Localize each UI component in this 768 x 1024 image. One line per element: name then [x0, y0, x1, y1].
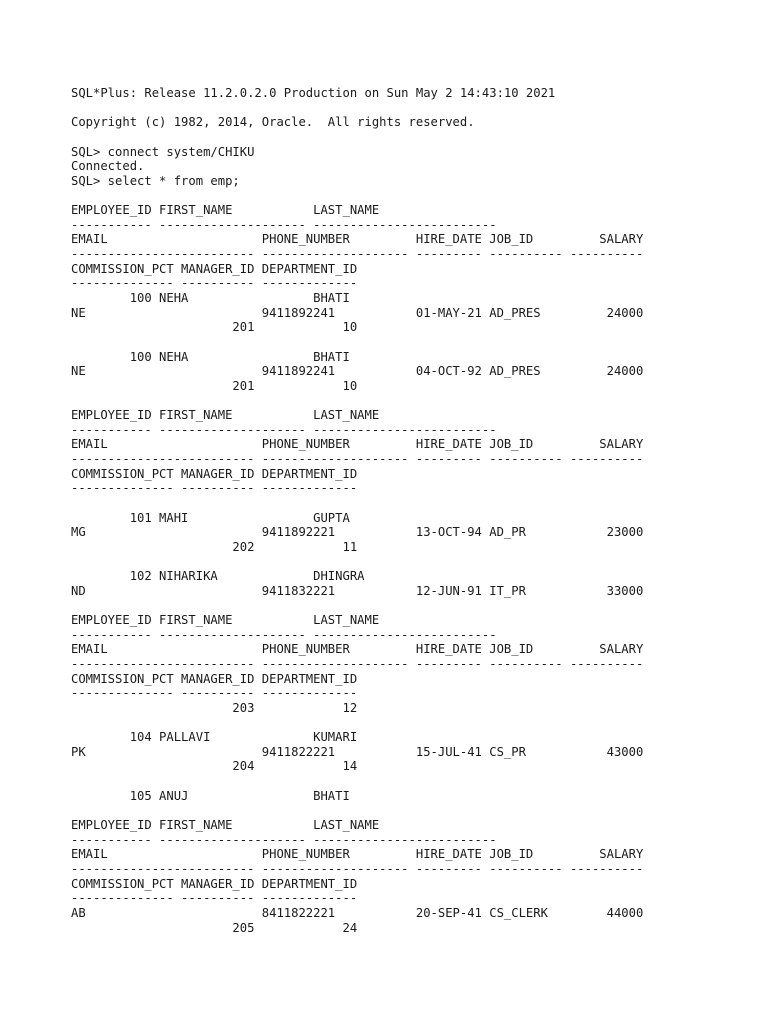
- console-line: EMPLOYEE_ID FIRST_NAME LAST_NAME: [71, 408, 380, 423]
- console-line: 101 MAHI GUPTA: [71, 510, 350, 525]
- console-line: [71, 496, 643, 511]
- console-line: 100 NEHA BHATI: [71, 290, 350, 305]
- sqlplus-console-output: [71, 86, 643, 935]
- console-line: [71, 130, 643, 145]
- console-line: 202 11: [71, 539, 358, 554]
- console-line: 104 PALLAVI KUMARI: [71, 730, 358, 745]
- console-line: Connected.: [71, 159, 145, 174]
- console-line: ND 9411832221 12-JUN-91 IT_PR 33000: [71, 583, 644, 598]
- console-line: SQL> select * from emp;: [71, 173, 240, 188]
- console-line: COMMISSION_PCT MANAGER_ID DEPARTMENT_ID: [71, 466, 358, 481]
- console-line: SQL*Plus: Release 11.2.0.2.0 Production on Sun May 2 14:43:10 2021: [71, 86, 556, 100]
- console-line: EMAIL PHONE_NUMBER HIRE_DATE JOB_ID SALARY: [71, 642, 644, 657]
- console-line: 201 10: [71, 320, 358, 335]
- console-line: ------------------------- -------------------- --------- ---------- ----------: [71, 452, 644, 467]
- console-line: ----------- -------------------- -------------------------: [71, 422, 497, 437]
- console-line: EMAIL PHONE_NUMBER HIRE_DATE JOB_ID SALARY: [71, 232, 644, 247]
- console-line: ----------- -------------------- -------------------------: [71, 217, 497, 232]
- console-line: -------------- ---------- -------------: [71, 276, 358, 291]
- console-line: 105 ANUJ BHATI: [71, 788, 350, 803]
- console-line: EMPLOYEE_ID FIRST_NAME LAST_NAME: [71, 203, 380, 218]
- console-line: ----------- -------------------- -------------------------: [71, 627, 497, 642]
- console-line: -------------- ---------- -------------: [71, 891, 358, 906]
- console-line: 102 NIHARIKA DHINGRA: [71, 569, 365, 584]
- console-line: [71, 393, 643, 408]
- console-line: [71, 803, 643, 818]
- console-line: COMMISSION_PCT MANAGER_ID DEPARTMENT_ID: [71, 261, 358, 276]
- console-line: PK 9411822221 15-JUL-41 CS_PR 43000: [71, 744, 644, 759]
- console-line: 203 12: [71, 700, 358, 715]
- console-line: EMAIL PHONE_NUMBER HIRE_DATE JOB_ID SALARY: [71, 847, 644, 862]
- console-line: NE 9411892241 04-OCT-92 AD_PRES 24000: [71, 364, 644, 379]
- console-line: ------------------------- -------------------- --------- ---------- ----------: [71, 247, 644, 262]
- console-line: [71, 555, 643, 570]
- console-line: MG 9411892221 13-OCT-94 AD_PR 23000: [71, 525, 644, 540]
- console-line: EMAIL PHONE_NUMBER HIRE_DATE JOB_ID SALARY: [71, 437, 644, 452]
- console-line: [71, 774, 643, 789]
- console-line: [71, 716, 643, 731]
- console-line: AB 8411822221 20-SEP-41 CS_CLERK 44000: [71, 905, 644, 920]
- console-line: [71, 598, 643, 613]
- console-line: 201 10: [71, 378, 358, 393]
- console-line: 204 14: [71, 759, 358, 774]
- console-line: ----------- -------------------- -------------------------: [71, 832, 497, 847]
- console-line: EMPLOYEE_ID FIRST_NAME LAST_NAME: [71, 613, 380, 628]
- console-line: -------------- ---------- -------------: [71, 686, 358, 701]
- console-line: SQL> connect system/CHIKU: [71, 144, 255, 159]
- console-line: Copyright (c) 1982, 2014, Oracle. All rights reserved.: [71, 115, 475, 130]
- console-line: ------------------------- -------------------- --------- ---------- ----------: [71, 861, 644, 876]
- console-line: [71, 335, 643, 350]
- console-line: [71, 188, 643, 203]
- console-line: 100 NEHA BHATI: [71, 349, 350, 364]
- console-line: EMPLOYEE_ID FIRST_NAME LAST_NAME: [71, 818, 380, 833]
- console-line: COMMISSION_PCT MANAGER_ID DEPARTMENT_ID: [71, 671, 358, 686]
- console-line: 205 24: [71, 920, 358, 935]
- console-line: COMMISSION_PCT MANAGER_ID DEPARTMENT_ID: [71, 876, 358, 891]
- console-line: NE 9411892241 01-MAY-21 AD_PRES 24000: [71, 305, 644, 320]
- console-line: ------------------------- -------------------- --------- ---------- ----------: [71, 656, 644, 671]
- console-line: [71, 101, 643, 116]
- console-line: -------------- ---------- -------------: [71, 481, 358, 496]
